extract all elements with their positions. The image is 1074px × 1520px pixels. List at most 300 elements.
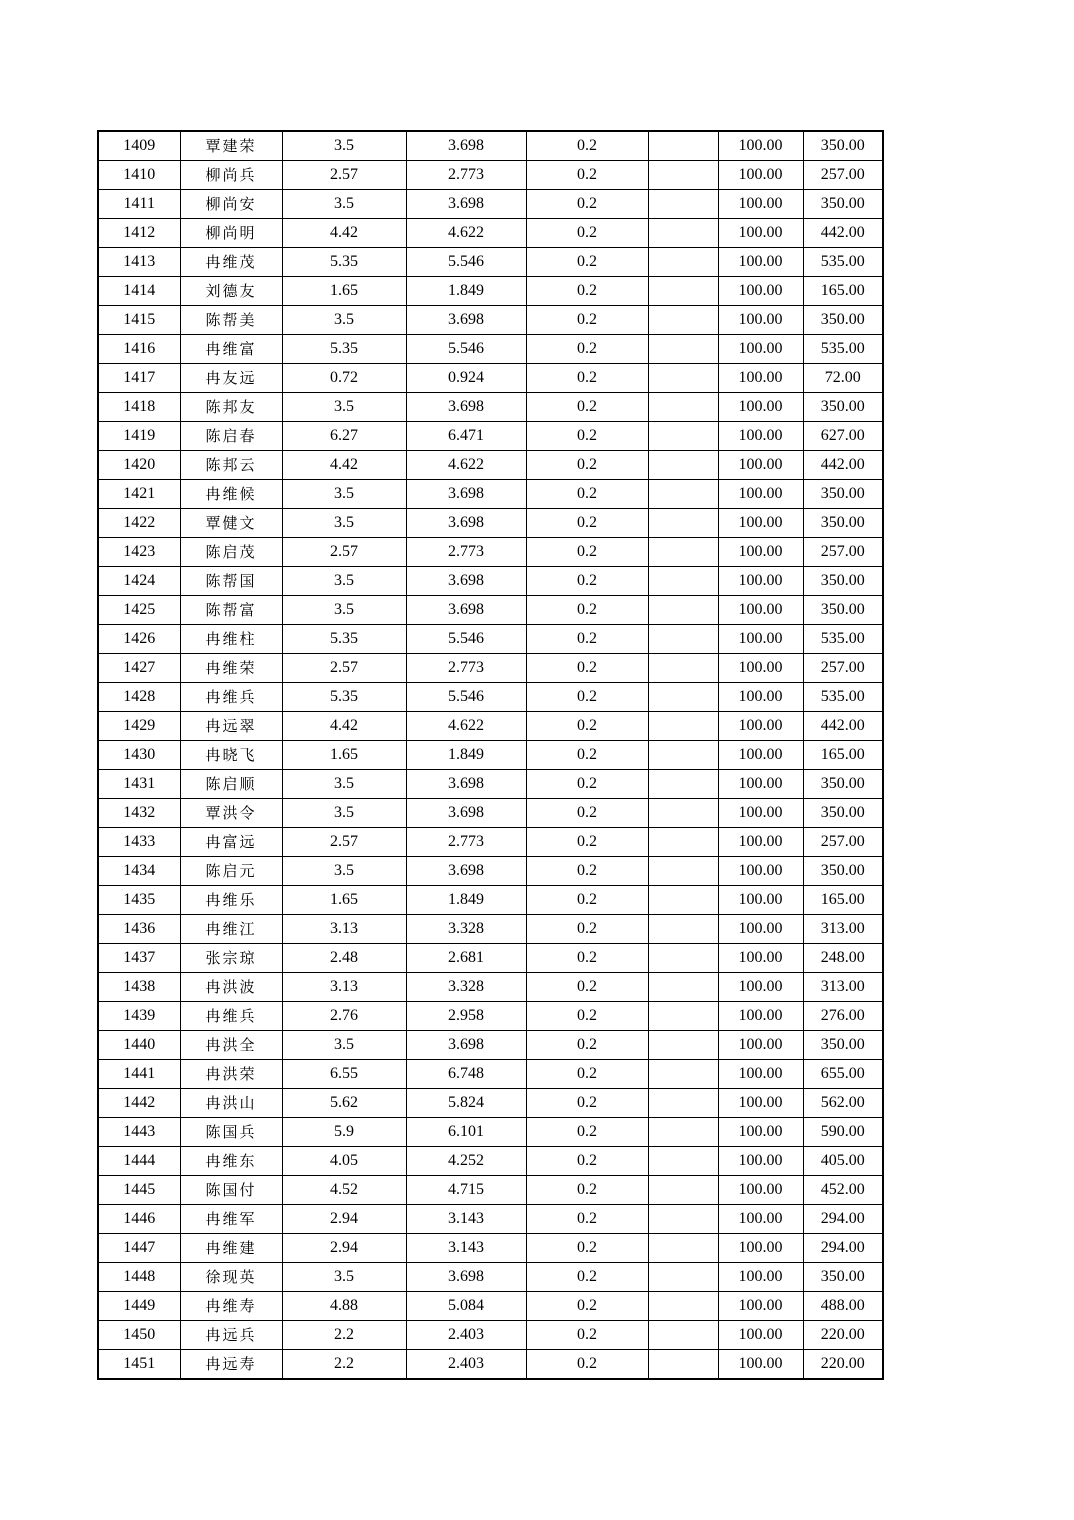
name-cell: 张宗琼 [180, 944, 282, 973]
amount-cell: 350.00 [803, 190, 883, 219]
unit-price-cell: 100.00 [718, 1350, 803, 1380]
table-row [98, 596, 883, 625]
amount-cell: 442.00 [803, 712, 883, 741]
name-cell: 刘德友 [180, 277, 282, 306]
rate-cell: 0.2 [526, 480, 648, 509]
amount-cell: 350.00 [803, 596, 883, 625]
amount-cell: 535.00 [803, 683, 883, 712]
row-number-cell: 1430 [98, 741, 180, 770]
name-cell: 覃健文 [180, 509, 282, 538]
row-number-cell: 1433 [98, 828, 180, 857]
rate-cell: 0.2 [526, 538, 648, 567]
adjusted-area-cell: 5.084 [406, 1292, 526, 1321]
amount-cell: 257.00 [803, 654, 883, 683]
blank-cell [648, 509, 718, 538]
area-cell: 2.57 [282, 161, 406, 190]
unit-price-cell: 100.00 [718, 1118, 803, 1147]
name-cell: 陈帮国 [180, 567, 282, 596]
name-cell: 冉洪荣 [180, 1060, 282, 1089]
adjusted-area-cell: 4.715 [406, 1176, 526, 1205]
row-number-cell: 1445 [98, 1176, 180, 1205]
row-number-cell: 1441 [98, 1060, 180, 1089]
row-number-cell: 1424 [98, 567, 180, 596]
unit-price-cell: 100.00 [718, 480, 803, 509]
row-number-cell: 1412 [98, 219, 180, 248]
blank-cell [648, 567, 718, 596]
area-cell: 4.88 [282, 1292, 406, 1321]
name-cell: 冉维候 [180, 480, 282, 509]
table-row [98, 190, 883, 219]
amount-cell: 257.00 [803, 828, 883, 857]
amount-cell: 535.00 [803, 335, 883, 364]
blank-cell [648, 683, 718, 712]
unit-price-cell: 100.00 [718, 1234, 803, 1263]
blank-cell [648, 886, 718, 915]
row-number-cell: 1428 [98, 683, 180, 712]
adjusted-area-cell: 6.101 [406, 1118, 526, 1147]
table-row [98, 625, 883, 654]
table-row [98, 538, 883, 567]
name-cell: 冉维军 [180, 1205, 282, 1234]
amount-cell: 442.00 [803, 451, 883, 480]
row-number-cell: 1435 [98, 886, 180, 915]
row-number-cell: 1440 [98, 1031, 180, 1060]
amount-cell: 350.00 [803, 480, 883, 509]
unit-price-cell: 100.00 [718, 451, 803, 480]
area-cell: 3.5 [282, 480, 406, 509]
table-row [98, 422, 883, 451]
adjusted-area-cell: 6.471 [406, 422, 526, 451]
table-row [98, 1118, 883, 1147]
rate-cell: 0.2 [526, 1118, 648, 1147]
row-number-cell: 1420 [98, 451, 180, 480]
blank-cell [648, 1031, 718, 1060]
area-cell: 2.57 [282, 654, 406, 683]
name-cell: 柳尚明 [180, 219, 282, 248]
rate-cell: 0.2 [526, 190, 648, 219]
row-number-cell: 1446 [98, 1205, 180, 1234]
amount-cell: 350.00 [803, 393, 883, 422]
adjusted-area-cell: 4.622 [406, 219, 526, 248]
name-cell: 覃洪令 [180, 799, 282, 828]
adjusted-area-cell: 3.698 [406, 799, 526, 828]
area-cell: 3.5 [282, 190, 406, 219]
unit-price-cell: 100.00 [718, 1205, 803, 1234]
amount-cell: 442.00 [803, 219, 883, 248]
area-cell: 4.42 [282, 451, 406, 480]
row-number-cell: 1417 [98, 364, 180, 393]
blank-cell [648, 1234, 718, 1263]
row-number-cell: 1439 [98, 1002, 180, 1031]
rate-cell: 0.2 [526, 1176, 648, 1205]
blank-cell [648, 973, 718, 1002]
area-cell: 1.65 [282, 741, 406, 770]
adjusted-area-cell: 2.958 [406, 1002, 526, 1031]
table-row [98, 509, 883, 538]
rate-cell: 0.2 [526, 857, 648, 886]
unit-price-cell: 100.00 [718, 306, 803, 335]
rate-cell: 0.2 [526, 131, 648, 161]
table-row [98, 1234, 883, 1263]
name-cell: 柳尚安 [180, 190, 282, 219]
rate-cell: 0.2 [526, 1234, 648, 1263]
amount-cell: 313.00 [803, 973, 883, 1002]
amount-cell: 257.00 [803, 538, 883, 567]
table-row [98, 944, 883, 973]
area-cell: 4.42 [282, 219, 406, 248]
rate-cell: 0.2 [526, 596, 648, 625]
amount-cell: 535.00 [803, 248, 883, 277]
area-cell: 3.5 [282, 799, 406, 828]
adjusted-area-cell: 3.328 [406, 915, 526, 944]
blank-cell [648, 335, 718, 364]
adjusted-area-cell: 3.698 [406, 393, 526, 422]
rate-cell: 0.2 [526, 1292, 648, 1321]
adjusted-area-cell: 3.698 [406, 1263, 526, 1292]
amount-cell: 294.00 [803, 1205, 883, 1234]
adjusted-area-cell: 3.698 [406, 131, 526, 161]
rate-cell: 0.2 [526, 944, 648, 973]
area-cell: 3.5 [282, 306, 406, 335]
blank-cell [648, 1147, 718, 1176]
row-number-cell: 1427 [98, 654, 180, 683]
amount-cell: 220.00 [803, 1321, 883, 1350]
blank-cell [648, 131, 718, 161]
blank-cell [648, 770, 718, 799]
name-cell: 冉维江 [180, 915, 282, 944]
unit-price-cell: 100.00 [718, 538, 803, 567]
unit-price-cell: 100.00 [718, 335, 803, 364]
adjusted-area-cell: 4.622 [406, 712, 526, 741]
area-cell: 2.57 [282, 828, 406, 857]
adjusted-area-cell: 5.546 [406, 248, 526, 277]
rate-cell: 0.2 [526, 712, 648, 741]
area-cell: 5.35 [282, 248, 406, 277]
unit-price-cell: 100.00 [718, 1089, 803, 1118]
adjusted-area-cell: 2.403 [406, 1321, 526, 1350]
area-cell: 2.94 [282, 1234, 406, 1263]
name-cell: 冉维柱 [180, 625, 282, 654]
rate-cell: 0.2 [526, 1263, 648, 1292]
blank-cell [648, 741, 718, 770]
table-row [98, 1176, 883, 1205]
row-number-cell: 1444 [98, 1147, 180, 1176]
row-number-cell: 1414 [98, 277, 180, 306]
amount-cell: 248.00 [803, 944, 883, 973]
blank-cell [648, 190, 718, 219]
blank-cell [648, 828, 718, 857]
table-row [98, 1321, 883, 1350]
amount-cell: 294.00 [803, 1234, 883, 1263]
area-cell: 3.13 [282, 973, 406, 1002]
blank-cell [648, 219, 718, 248]
name-cell: 冉富远 [180, 828, 282, 857]
row-number-cell: 1448 [98, 1263, 180, 1292]
unit-price-cell: 100.00 [718, 712, 803, 741]
blank-cell [648, 1060, 718, 1089]
blank-cell [648, 1205, 718, 1234]
rate-cell: 0.2 [526, 625, 648, 654]
unit-price-cell: 100.00 [718, 828, 803, 857]
table-row [98, 277, 883, 306]
name-cell: 冉维寿 [180, 1292, 282, 1321]
adjusted-area-cell: 3.698 [406, 509, 526, 538]
row-number-cell: 1447 [98, 1234, 180, 1263]
amount-cell: 452.00 [803, 1176, 883, 1205]
unit-price-cell: 100.00 [718, 654, 803, 683]
blank-cell [648, 422, 718, 451]
amount-cell: 350.00 [803, 799, 883, 828]
name-cell: 陈启茂 [180, 538, 282, 567]
unit-price-cell: 100.00 [718, 248, 803, 277]
unit-price-cell: 100.00 [718, 625, 803, 654]
rate-cell: 0.2 [526, 219, 648, 248]
row-number-cell: 1415 [98, 306, 180, 335]
unit-price-cell: 100.00 [718, 1176, 803, 1205]
unit-price-cell: 100.00 [718, 364, 803, 393]
blank-cell [648, 1263, 718, 1292]
blank-cell [648, 451, 718, 480]
adjusted-area-cell: 2.773 [406, 161, 526, 190]
table-row [98, 1205, 883, 1234]
adjusted-area-cell: 3.698 [406, 1031, 526, 1060]
adjusted-area-cell: 3.143 [406, 1234, 526, 1263]
table-row [98, 1060, 883, 1089]
area-cell: 3.5 [282, 596, 406, 625]
rate-cell: 0.2 [526, 451, 648, 480]
blank-cell [648, 1292, 718, 1321]
unit-price-cell: 100.00 [718, 161, 803, 190]
table-row [98, 306, 883, 335]
adjusted-area-cell: 5.824 [406, 1089, 526, 1118]
rate-cell: 0.2 [526, 1031, 648, 1060]
row-number-cell: 1423 [98, 538, 180, 567]
area-cell: 5.35 [282, 335, 406, 364]
table-row [98, 393, 883, 422]
row-number-cell: 1449 [98, 1292, 180, 1321]
rate-cell: 0.2 [526, 770, 648, 799]
unit-price-cell: 100.00 [718, 857, 803, 886]
blank-cell [648, 1118, 718, 1147]
adjusted-area-cell: 2.773 [406, 654, 526, 683]
unit-price-cell: 100.00 [718, 393, 803, 422]
rate-cell: 0.2 [526, 335, 648, 364]
amount-cell: 535.00 [803, 625, 883, 654]
unit-price-cell: 100.00 [718, 422, 803, 451]
adjusted-area-cell: 5.546 [406, 683, 526, 712]
table-row [98, 857, 883, 886]
adjusted-area-cell: 3.698 [406, 857, 526, 886]
table-row [98, 1089, 883, 1118]
rate-cell: 0.2 [526, 306, 648, 335]
area-cell: 3.5 [282, 393, 406, 422]
unit-price-cell: 100.00 [718, 1147, 803, 1176]
name-cell: 陈启元 [180, 857, 282, 886]
row-number-cell: 1431 [98, 770, 180, 799]
amount-cell: 350.00 [803, 1031, 883, 1060]
unit-price-cell: 100.00 [718, 596, 803, 625]
row-number-cell: 1409 [98, 131, 180, 161]
name-cell: 冉维富 [180, 335, 282, 364]
adjusted-area-cell: 1.849 [406, 886, 526, 915]
rate-cell: 0.2 [526, 828, 648, 857]
amount-cell: 350.00 [803, 567, 883, 596]
blank-cell [648, 944, 718, 973]
adjusted-area-cell: 5.546 [406, 625, 526, 654]
table-row [98, 1002, 883, 1031]
amount-cell: 350.00 [803, 306, 883, 335]
row-number-cell: 1438 [98, 973, 180, 1002]
row-number-cell: 1436 [98, 915, 180, 944]
row-number-cell: 1419 [98, 422, 180, 451]
unit-price-cell: 100.00 [718, 509, 803, 538]
unit-price-cell: 100.00 [718, 1292, 803, 1321]
table-row [98, 828, 883, 857]
area-cell: 2.48 [282, 944, 406, 973]
name-cell: 陈启春 [180, 422, 282, 451]
table-row [98, 654, 883, 683]
area-cell: 2.94 [282, 1205, 406, 1234]
row-number-cell: 1437 [98, 944, 180, 973]
blank-cell [648, 1176, 718, 1205]
amount-cell: 627.00 [803, 422, 883, 451]
table-body [98, 131, 883, 1379]
unit-price-cell: 100.00 [718, 1263, 803, 1292]
adjusted-area-cell: 0.924 [406, 364, 526, 393]
amount-cell: 220.00 [803, 1350, 883, 1380]
unit-price-cell: 100.00 [718, 799, 803, 828]
rate-cell: 0.2 [526, 567, 648, 596]
table-row [98, 1350, 883, 1380]
rate-cell: 0.2 [526, 799, 648, 828]
row-number-cell: 1443 [98, 1118, 180, 1147]
unit-price-cell: 100.00 [718, 915, 803, 944]
area-cell: 3.5 [282, 131, 406, 161]
name-cell: 冉维东 [180, 1147, 282, 1176]
name-cell: 冉维乐 [180, 886, 282, 915]
name-cell: 冉维建 [180, 1234, 282, 1263]
rate-cell: 0.2 [526, 1350, 648, 1380]
name-cell: 陈启顺 [180, 770, 282, 799]
row-number-cell: 1410 [98, 161, 180, 190]
amount-cell: 562.00 [803, 1089, 883, 1118]
name-cell: 柳尚兵 [180, 161, 282, 190]
row-number-cell: 1442 [98, 1089, 180, 1118]
area-cell: 0.72 [282, 364, 406, 393]
amount-cell: 72.00 [803, 364, 883, 393]
unit-price-cell: 100.00 [718, 944, 803, 973]
rate-cell: 0.2 [526, 973, 648, 1002]
name-cell: 冉远翠 [180, 712, 282, 741]
blank-cell [648, 857, 718, 886]
table-row [98, 683, 883, 712]
area-cell: 2.2 [282, 1350, 406, 1380]
name-cell: 冉维兵 [180, 683, 282, 712]
area-cell: 5.62 [282, 1089, 406, 1118]
amount-cell: 488.00 [803, 1292, 883, 1321]
adjusted-area-cell: 2.773 [406, 828, 526, 857]
rate-cell: 0.2 [526, 1002, 648, 1031]
area-cell: 5.35 [282, 625, 406, 654]
name-cell: 覃建荣 [180, 131, 282, 161]
area-cell: 3.5 [282, 770, 406, 799]
blank-cell [648, 1321, 718, 1350]
blank-cell [648, 248, 718, 277]
blank-cell [648, 712, 718, 741]
adjusted-area-cell: 2.681 [406, 944, 526, 973]
table-row [98, 1292, 883, 1321]
amount-cell: 165.00 [803, 277, 883, 306]
area-cell: 3.5 [282, 509, 406, 538]
unit-price-cell: 100.00 [718, 886, 803, 915]
row-number-cell: 1411 [98, 190, 180, 219]
blank-cell [648, 538, 718, 567]
name-cell: 冉友远 [180, 364, 282, 393]
row-number-cell: 1450 [98, 1321, 180, 1350]
adjusted-area-cell: 3.143 [406, 1205, 526, 1234]
blank-cell [648, 625, 718, 654]
adjusted-area-cell: 3.698 [406, 480, 526, 509]
name-cell: 冉维茂 [180, 248, 282, 277]
adjusted-area-cell: 1.849 [406, 277, 526, 306]
rate-cell: 0.2 [526, 509, 648, 538]
blank-cell [648, 161, 718, 190]
table-row [98, 770, 883, 799]
row-number-cell: 1429 [98, 712, 180, 741]
row-number-cell: 1432 [98, 799, 180, 828]
table-row [98, 712, 883, 741]
blank-cell [648, 306, 718, 335]
unit-price-cell: 100.00 [718, 683, 803, 712]
adjusted-area-cell: 1.849 [406, 741, 526, 770]
area-cell: 4.42 [282, 712, 406, 741]
rate-cell: 0.2 [526, 393, 648, 422]
adjusted-area-cell: 4.622 [406, 451, 526, 480]
row-number-cell: 1434 [98, 857, 180, 886]
area-cell: 5.9 [282, 1118, 406, 1147]
rate-cell: 0.2 [526, 248, 648, 277]
row-number-cell: 1413 [98, 248, 180, 277]
adjusted-area-cell: 2.403 [406, 1350, 526, 1380]
rate-cell: 0.2 [526, 1060, 648, 1089]
unit-price-cell: 100.00 [718, 219, 803, 248]
table-row [98, 364, 883, 393]
area-cell: 2.57 [282, 538, 406, 567]
adjusted-area-cell: 3.698 [406, 567, 526, 596]
name-cell: 陈邦友 [180, 393, 282, 422]
amount-cell: 350.00 [803, 770, 883, 799]
amount-cell: 655.00 [803, 1060, 883, 1089]
table-row [98, 567, 883, 596]
adjusted-area-cell: 4.252 [406, 1147, 526, 1176]
area-cell: 2.2 [282, 1321, 406, 1350]
table-row [98, 915, 883, 944]
blank-cell [648, 1350, 718, 1380]
table-row [98, 886, 883, 915]
amount-cell: 350.00 [803, 509, 883, 538]
amount-cell: 257.00 [803, 161, 883, 190]
area-cell: 4.05 [282, 1147, 406, 1176]
table-row [98, 799, 883, 828]
adjusted-area-cell: 6.748 [406, 1060, 526, 1089]
row-number-cell: 1421 [98, 480, 180, 509]
rate-cell: 0.2 [526, 1089, 648, 1118]
unit-price-cell: 100.00 [718, 770, 803, 799]
name-cell: 陈国付 [180, 1176, 282, 1205]
adjusted-area-cell: 3.698 [406, 190, 526, 219]
row-number-cell: 1416 [98, 335, 180, 364]
blank-cell [648, 654, 718, 683]
